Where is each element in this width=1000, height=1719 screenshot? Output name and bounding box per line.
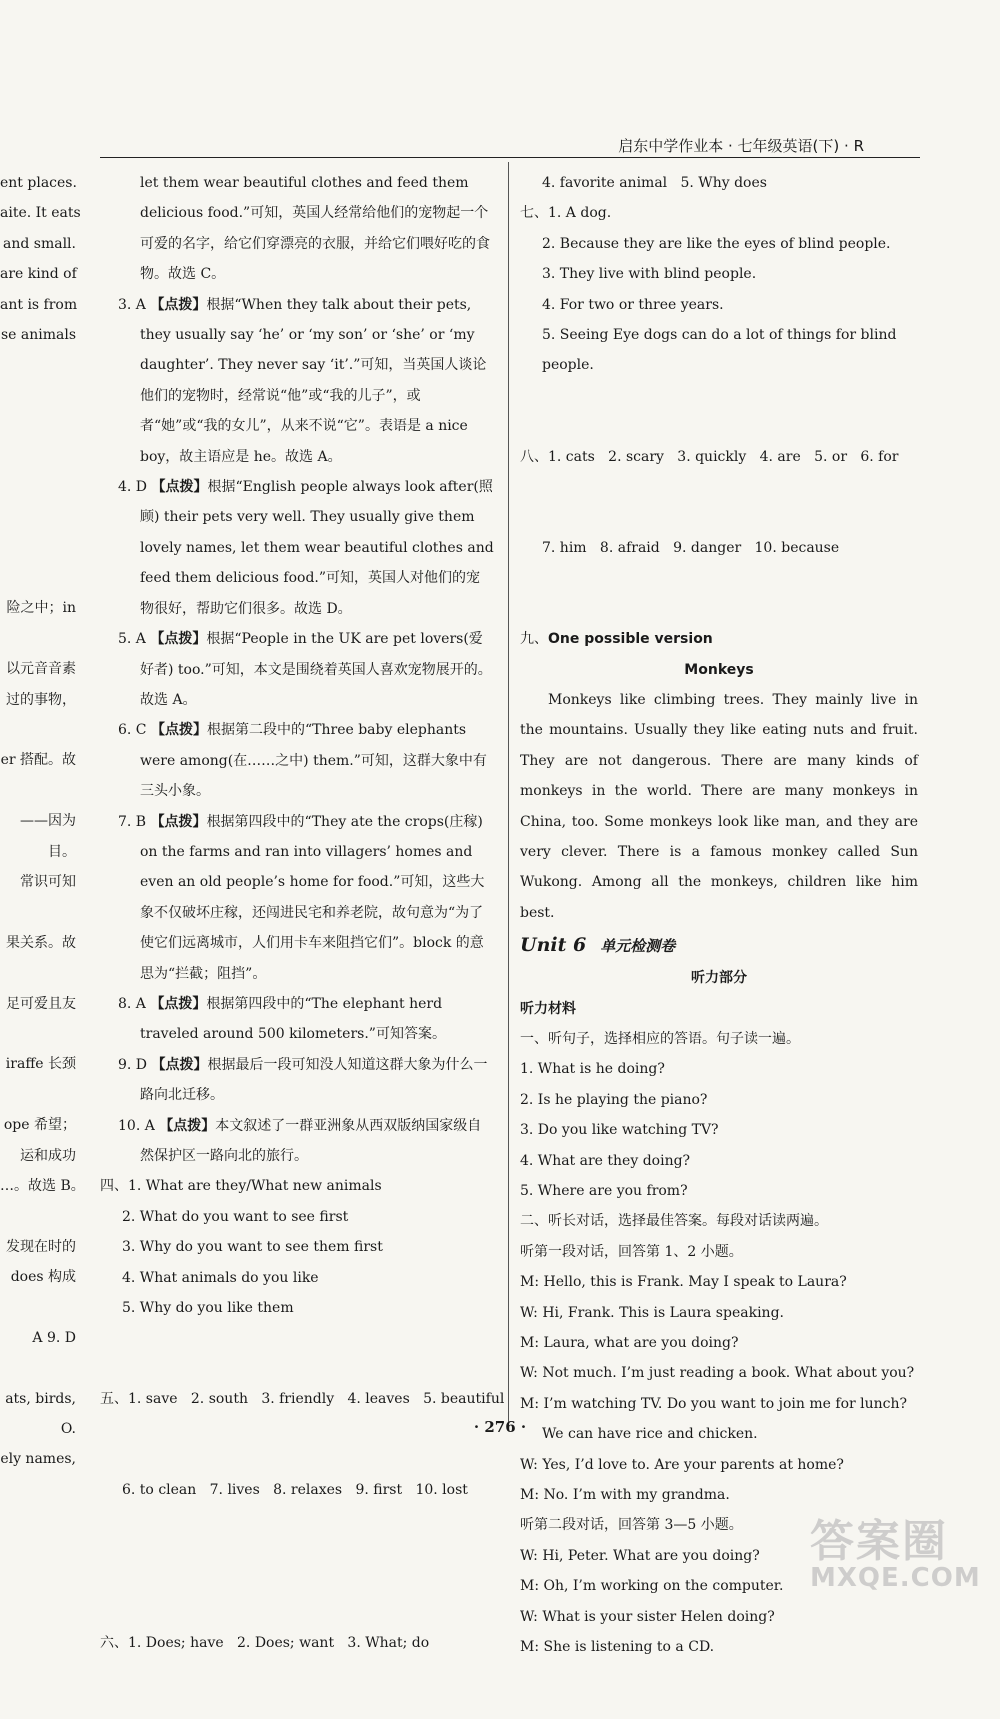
left-fragment-line (0, 624, 76, 654)
left-fragment-line: 目。 (48, 843, 76, 860)
left-fragment-line (0, 897, 76, 927)
running-header: 启东中学作业本 · 七年级英语(下) · R (618, 137, 864, 155)
left-column-fragments (0, 168, 85, 1475)
left-fragment-line (0, 381, 76, 411)
section-8: 八、1. cats 2. scary 3. quickly 4. are 5. or 6. for 7. him 8. afraid 9. danger 10. because (520, 448, 899, 556)
left-fragment-line (0, 1201, 76, 1231)
left-fragment-line: O. (60, 1421, 76, 1438)
left-fragment-line (0, 442, 76, 472)
answer-item: 5. A 【点拨】根据“People in the UK are pet lovers(爱好者) too.”可知，本文是围绕着英国人喜欢宠物展开的。故选 A。 (118, 631, 492, 708)
left-fragment-line: 果关系。故 (6, 934, 76, 951)
left-fragment-line (0, 1080, 76, 1110)
watermark (810, 1505, 990, 1595)
answer-item: 7. B 【点拨】根据第四段中的“They ate the crops(庄稼) on the farms and ran into villagers’ homes and even an old people’s home for food.”可知，这些大象不仅破坏庄稼，还闯进民宅和养老院，故句意为“为了使它们远离城市，人们用卡车来阻挡它们”。block 的意思为“拦截；阻挡”。 (118, 813, 485, 982)
left-fragment-line: 运和成功 (20, 1147, 76, 1164)
answer-item: 4. D 【点拨】根据“English people always look after(照顾) their pets very well. They usually give them lovely names, let them wear beautiful clothes and feed them delicious food.”可知，英国人对他们的宠物很好，帮助它们很多。故选 D。 (118, 479, 494, 617)
page-number: · 276 · (473, 1418, 527, 1436)
left-fragment-line: 常识可知 (20, 873, 76, 890)
right-column (520, 168, 918, 1663)
left-fragment-line: 险之中；in (6, 600, 76, 617)
listening-part-heading: 听力部分 (691, 970, 747, 987)
section-4: 四、1. What are they/What new animals 2. What do you want to see first 3. Why do you want to see them first 4. What animals do you like 5. Why do you like them (100, 1178, 383, 1317)
header-rule (100, 157, 920, 158)
left-fragment-line: does 构成 (10, 1269, 76, 1286)
left-fragment-line: …。故选 B。 (0, 1177, 85, 1194)
left-fragment-line (0, 472, 76, 502)
left-fragment-line: ely names, (0, 1451, 76, 1468)
left-fragment-line (0, 502, 76, 532)
left-fragment-line: 足可爱且友 (6, 995, 76, 1012)
left-fragment-line: 以元音音素 (6, 661, 76, 678)
essay-title: Monkeys (684, 661, 754, 678)
left-fragment-line (0, 411, 76, 441)
part-2: 二、听长对话，选择最佳答案。每段对话读两遍。 听第一段对话，回答第 1、2 小题。 M: Hello, this is Frank. May I speak to Laura? W: Hi, Frank. This is Laura speaking. M: Laura, what are you doing? W: Not much. I’m just reading a book. What about you? M: I’m watching TV. Do you want to join me for lunch? We can have rice and chicken. W: Yes, I’d love to. Are your parents at home? M: No. I’m with my grandma. 听第二段对话，回答第 3—5 小题。 W: Hi, Peter. What are you doing? M: Oh, I’m working on the computer. W: What is your sister Helen doing? M: She is listening to a CD. (520, 1213, 915, 1656)
left-fragment-line: se animals (0, 326, 76, 343)
watermark-logo: 答案圈 (810, 1516, 948, 1567)
left-fragment-line (0, 1353, 76, 1383)
part-1: 一、听句子，选择相应的答语。句子读一遍。 1. What is he doing? 2. Is he playing the piano? 3. Do you like watching TV? 4. What are they doing? 5. Where are you from? (520, 1030, 800, 1199)
left-fragment-line (0, 1019, 76, 1049)
left-fragment-line (0, 1292, 76, 1322)
left-fragment-line: er 搭配。故 (0, 752, 76, 769)
watermark-url: MXQE.COM (810, 1563, 981, 1593)
left-fragment-line (0, 958, 76, 988)
section-6-continuation: 4. favorite animal 5. Why does (542, 175, 767, 191)
section-5: 五、1. save 2. south 3. friendly 4. leaves 5. beautiful 6. to clean 7. lives 8. relaxes 9. first 10. lost (100, 1391, 505, 1499)
left-fragment-line: A 9. D (32, 1329, 76, 1346)
left-fragment-line (0, 776, 76, 806)
section-7: 七、1. A dog. 2. Because they are like the eyes of blind people. 3. They live with blind people. 4. For two or three years. 5. Seeing Eye dogs can do a lot of things for blind people. (520, 205, 897, 374)
left-fragment-line (0, 533, 76, 563)
answer-item: 3. A 【点拨】根据“When they talk about their pets, they usually say ‘he’ or ‘my son’ or ‘she’ or ‘my daughter’. They never say ‘it’.”可知，当英国人谈论他们的宠物时，经常说“他”或“我的儿子”，或者“她”或“我的女儿”，从来不说“它”。表语是 a nice boy，故主语应是 he。故选 A。 (118, 296, 487, 465)
section-6: 六、1. Does; have 2. Does; want 3. What; do (100, 1634, 430, 1651)
answer-item: 9. D 【点拨】根据最后一段可知没人知道这群大象为什么一路向北迁移。 (118, 1056, 488, 1104)
answer-item: 8. A 【点拨】根据第四段中的“The elephant herd traveled around 500 kilometers.”可知答案。 (118, 995, 446, 1043)
left-fragment-line: and small. (3, 235, 76, 252)
unit-heading: Unit 6 单元检测卷 (520, 934, 676, 957)
listening-material-heading: 听力材料 (520, 1000, 576, 1017)
left-fragment-line: 过的事物， (6, 691, 76, 708)
left-fragment-line (0, 715, 76, 745)
left-fragment-line: ——因为 (20, 813, 76, 830)
answer-item: 10. A 【点拨】本文叙述了一群亚洲象从西双版纳国家级自然保护区一路向北的旅行。 (118, 1117, 482, 1164)
left-fragment-line: ant is from (0, 296, 78, 313)
left-fragment-line: aite. It eats (0, 205, 81, 222)
left-fragment-line: ats, birds, (5, 1390, 76, 1407)
answer-item: 6. C 【点拨】根据第二段中的“Three baby elephants were among(在……之中) them.”可知，这群大象中有三头小象。 (118, 722, 487, 800)
column-divider (508, 162, 509, 1428)
answer-2-continuation: let them wear beautiful clothes and feed them delicious food.”可知，英国人经常给他们的宠物起一个可爱的名字，给它们穿漂亮的衣服，并给它们喂好吃的食物。故选 C。 (140, 175, 490, 283)
left-fragment-line: ope 希望； (3, 1117, 76, 1134)
left-fragment-line (0, 563, 76, 593)
left-fragment-line: 发现在时的 (6, 1238, 76, 1255)
left-fragment-line (0, 350, 76, 380)
section-9: 九、One possible version Monkeys Monkeys like climbing trees. They mainly live in the mountains. Usually they like eating nuts and fruit. They are not dangerous. There are many kinds of monkeys in the world. There are many monkeys in China, too. Some monkeys look like man, and they are very clever. There is a famous monkey called Sun Wukong. Among all the monkeys, children like him best. (520, 624, 918, 928)
essay-body: Monkeys like climbing trees. They mainly live in the mountains. Usually they like eating nuts and fruit. They are not dangerous. There are many kinds of monkeys in the world. There are many monkeys in China, too. Some monkeys look like man, and they are very clever. There is a famous monkey called Sun Wukong. Among all the monkeys, children like him best. (520, 691, 918, 921)
left-fragment-line: are kind of (0, 266, 77, 283)
left-fragment-line: iraffe 长颈 (5, 1056, 76, 1073)
left-fragment-line: ent places. (0, 175, 77, 191)
